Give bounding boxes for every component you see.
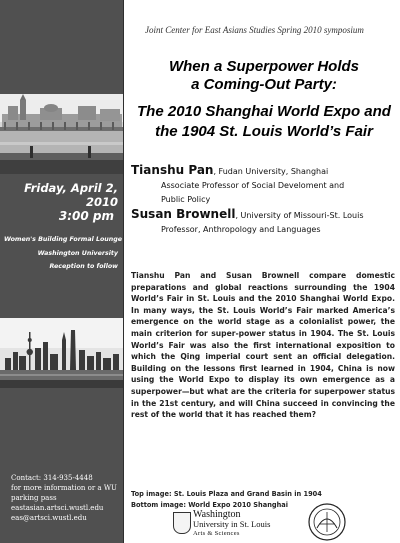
title-line: the 1904 St. Louis World’s Fair [155,123,373,140]
caption-bottom: Bottom image: World Expo 2010 Shanghai [131,501,289,509]
venue-line: Reception to follow [49,263,118,270]
speaker-name: Susan Brownell [131,207,236,221]
wu-wordmark-line: Arts & Sciences [193,530,240,537]
speaker-title-cont: Public Policy [161,195,211,204]
contact-email-link[interactable]: eas@artsci.wustl.edu [11,514,87,522]
speaker-affiliation: , University of Missouri-St. Louis [235,211,364,220]
east-asian-studies-seal-icon [307,502,347,542]
symposium-header: Joint Center for East Asians Studies Spring 2010 symposium [145,25,364,35]
wu-wordmark-line: Washington [193,509,241,520]
venue-line: Women's Building Formal Lounge [4,236,123,243]
sidebar [0,0,124,543]
washington-university-logo [173,510,283,540]
event-description: Tianshu Pan and Susan Brownell compare domestic preparations and global reactions surrounding the 1904 World’s Fair in St. Louis and the 2010 Shanghai World Expo. In many ways, the St. Louis World’s Fair marked America’s emergence on the world stage as a colonialist power, the main criterion for super-power status in 1904. The St. Louis World’s Fair was also the first international exposition to which the Qing imperial court sent an official delegation. Building on the lessons first learned in 1904, China is now using the World Expo to display its own emergence as a superpower—but what are the criteria for superpower status in the 21st century, and will China succeed in convincing the rest of the world that it has reached them? [131,271,395,420]
title-line: When a Superpower Holds [168,58,360,75]
contact-line: parking pass [11,494,57,502]
wu-wordmark-line: University in St. Louis [193,519,271,529]
speaker-affiliation: , Fudan University, Shanghai [213,167,329,176]
wu-wordmark [193,510,270,538]
speaker-title: Associate Professor of Social Develoment and [161,181,345,190]
speaker-susan-brownell [131,207,395,237]
shanghai-photo-illustration [0,318,123,388]
title-subtitle [130,102,398,142]
speaker-tianshu-pan [131,163,395,207]
wu-shield-icon [173,512,191,534]
event-date: Friday, April 2, 2010 [24,181,118,209]
title-line: a Coming-Out Party: [191,76,337,93]
venue-block [4,233,123,274]
st-louis-1904-photo [0,94,123,174]
caption-top: Top image: St. Louis Plaza and Grand Basin in 1904 [131,490,322,498]
contact-line: Contact: 314-935-4448 [11,474,93,482]
image-captions [131,489,391,511]
event-time: 3:00 pm [58,209,114,223]
contact-block [11,473,121,523]
speaker-title: Professor, Anthropology and Languages [161,225,321,234]
title-line: The 2010 Shanghai World Expo and [137,103,391,120]
venue-line: Washington University [37,249,118,257]
contact-line: for more information or a WU [11,484,117,492]
shanghai-2010-photo [0,318,123,388]
contact-website-link[interactable]: eastasian.artsci.wustl.edu [11,504,104,512]
st-louis-photo-illustration [0,94,123,174]
title-main [130,58,398,94]
speaker-name: Tianshu Pan [131,163,214,177]
